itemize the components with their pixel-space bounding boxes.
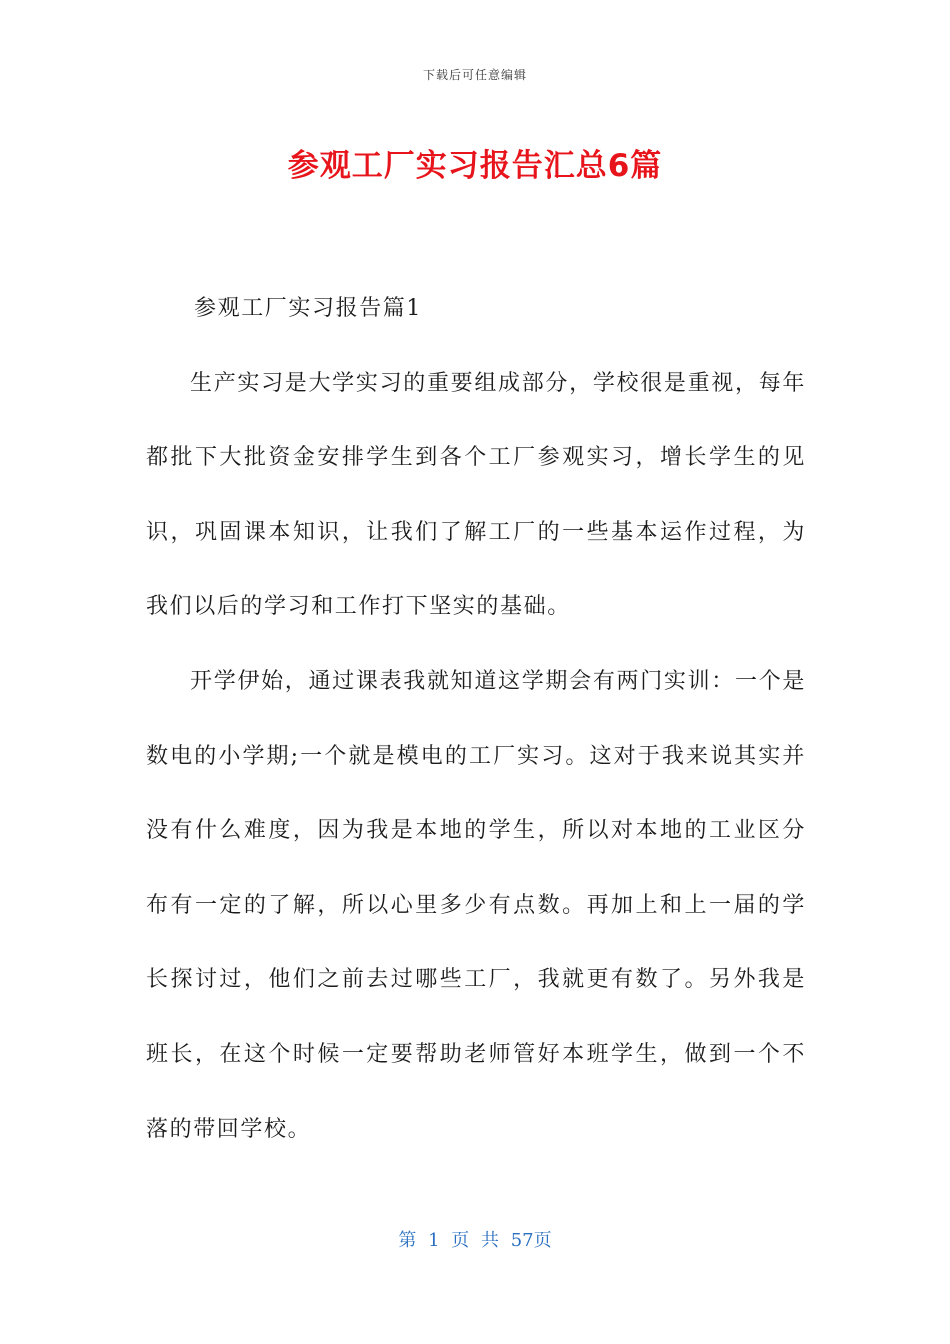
paragraph: 生产实习是大学实习的重要组成部分，学校很是重视，每年都批下大批资金安排学生到各个工厂参观实习，增长学生的见识，巩固课本知识，让我们了解工厂的一些基本运作过程，为我们以后的学习和工作打下坚实的基础。 bbox=[146, 370, 806, 620]
document-body bbox=[146, 272, 806, 1167]
page-number-footer: 第 1 页 共 57页 bbox=[398, 1230, 552, 1251]
header-note: 下载后可任意编辑 bbox=[422, 68, 527, 82]
paragraph: 开学伊始，通过课表我就知道这学期会有两门实训：一个是数电的小学期;一个就是模电的工厂实习。这对于我来说其实并没有什么难度，因为我是本地的学生，所以对本地的工业区分布有一定的了解，所以心里多少有点数。再加上和上一届的学长探讨过，他们之前去过哪些工厂，我就更有数了。另外我是班长，在这个时候一定要帮助老师管好本班学生，做到一个不落的带回学校。 bbox=[146, 668, 806, 1142]
document-title: 参观工厂实习报告汇总6篇 bbox=[287, 148, 663, 184]
section-heading: 参观工厂实习报告篇1 bbox=[194, 296, 422, 321]
